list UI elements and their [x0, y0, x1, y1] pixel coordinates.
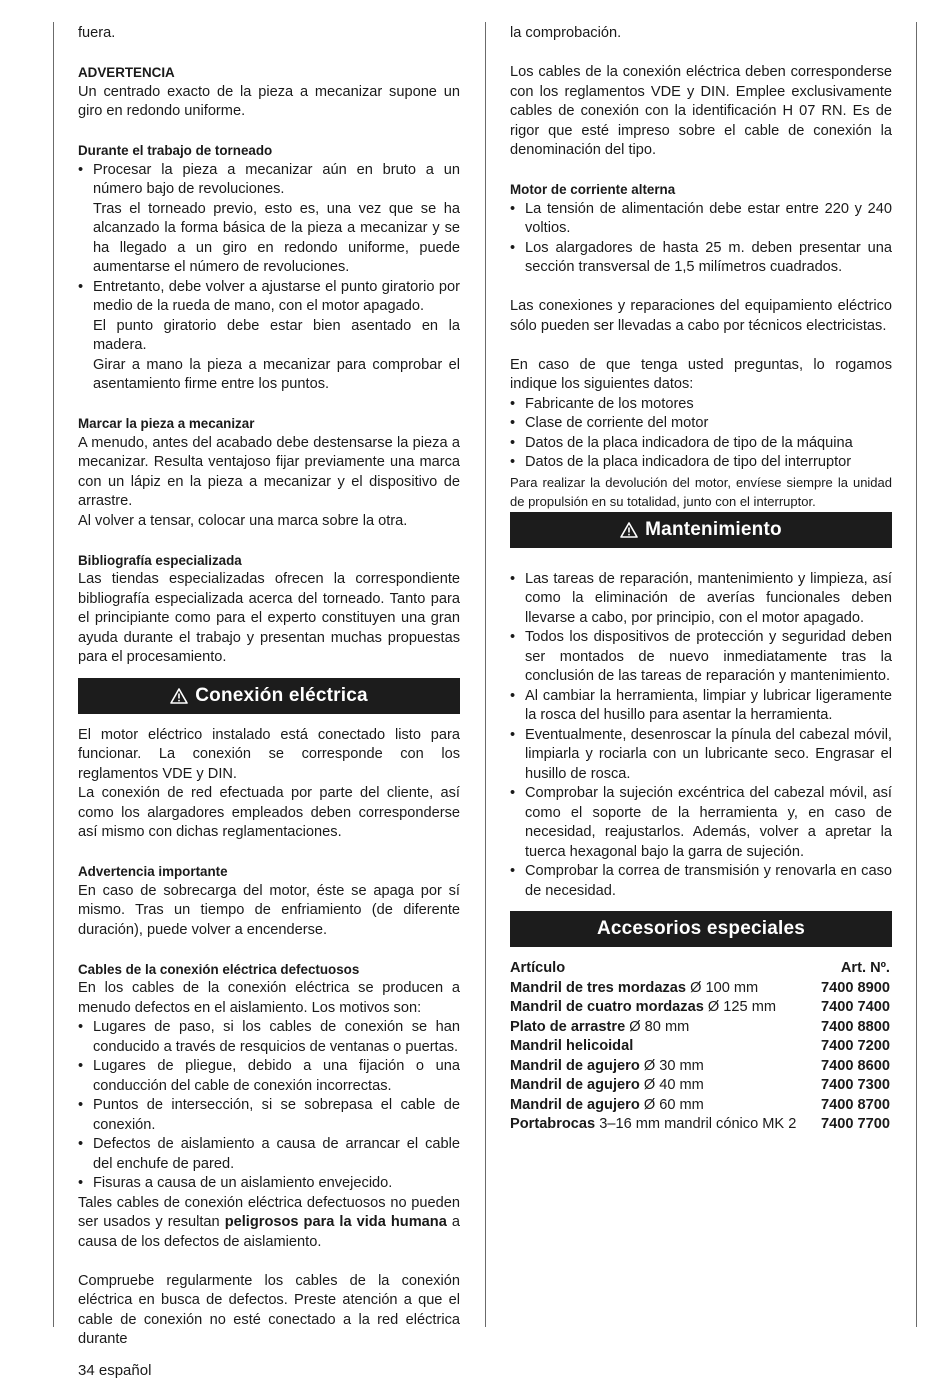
table-header-art-no: Art. Nº. — [840, 960, 890, 976]
item-code: 7400 8700 — [821, 1096, 890, 1113]
left-column — [78, 24, 460, 1350]
warning-icon — [170, 688, 188, 704]
heading-advertencia-importante: Advertencia importante — [78, 864, 228, 879]
item-code: 7400 8600 — [821, 1057, 890, 1074]
list-item-subtext: El punto giratorio debe estar bien asentado en la madera. — [93, 317, 460, 353]
right-margin-rule — [916, 22, 917, 1327]
list-item: • Las tareas de reparación, mantenimiento y limpieza, así como la eliminación de averías funcionales deben llevarse a cabo, por principio, con el motor apagado. — [510, 570, 892, 629]
right-column — [510, 24, 892, 1135]
list-item: • Puntos de intersección, si se sobrepasa el cable de conexión. — [78, 1096, 460, 1135]
table-row — [510, 1018, 892, 1038]
section-heading-text: Accesorios especiales — [596, 918, 806, 940]
list-cables — [78, 1018, 460, 1194]
list-item-text: Entretanto, debe volver a ajustarse el punto giratorio por medio de la rueda de mano, con el motor apagado. — [93, 278, 460, 314]
table-header-row — [510, 959, 892, 979]
left-margin-rule — [53, 22, 54, 1327]
list-torneado — [78, 161, 460, 395]
text-marcar-2: Al volver a tensar, colocar una marca sobre la otra. — [78, 512, 408, 529]
list-mantenimiento — [510, 570, 892, 902]
section-bar-mantenimiento — [510, 512, 892, 570]
list-item: • La tensión de alimentación debe estar entre 220 y 240 voltios. — [510, 200, 892, 239]
text-cables-defectuosos: En los cables de la conexión eléctrica se producen a menudo defectos en el aislamiento. Los motivos son: — [78, 980, 460, 1016]
table-row — [510, 979, 892, 999]
text-reparaciones: Las conexiones y reparaciones del equipamiento eléctrico sólo pueden ser llevadas a cabo por técnicos electricistas. — [510, 298, 892, 334]
item-spec: Ø 30 mm — [643, 1057, 704, 1074]
text-run-bold: peligrosos para la vida humana — [224, 1214, 447, 1230]
list-item: • Los alargadores de hasta 25 m. deben presentar una sección transversal de 1,5 milímetros cuadrados. — [510, 239, 892, 278]
item-spec: Ø 100 mm — [690, 979, 759, 996]
item-code: 7400 7300 — [821, 1077, 890, 1093]
section-heading-conexion — [78, 678, 460, 714]
list-item: • Comprobar la sujeción excéntrica del cabezal móvil, así como el soporte de la herramienta y, en caso de necesidad, reajustarlos. Además, volver a apretar la tuerca hexagonal bajo la garra de sujeción. — [510, 784, 892, 862]
list-item: • Comprobar la correa de transmisión y renovarla en caso de necesidad. — [510, 862, 892, 901]
item-name: Mandril de agujero — [510, 1077, 640, 1093]
section-bar-conexion — [78, 668, 460, 726]
list-item-subtext: Girar a mano la pieza a mecanizar para comprobar el asentamiento firme entre los puntos. — [93, 356, 460, 392]
list-item — [78, 278, 460, 395]
list-item: • Datos de la placa indicadora de tipo de la máquina — [510, 434, 892, 454]
list-item: • Al cambiar la herramienta, limpiar y lubricar ligeramente la rosca del husillo para asentar la herramienta. — [510, 687, 892, 726]
section-heading-accesorios — [510, 911, 892, 947]
section-bar-accesorios — [510, 901, 892, 959]
item-spec: Ø 125 mm — [707, 999, 777, 1015]
text-advertencia-importante: En caso de sobrecarga del motor, éste se apaga por sí mismo. Tras un tiempo de enfriamiento (de diferente duración), puede volver a encenderse. — [78, 882, 460, 938]
list-item: • Eventualmente, desenroscar la pínula del cabezal móvil, limpiarla y rociarla con un lubricante seco. Engrasar el husillo de rosca. — [510, 726, 892, 785]
section-heading-mantenimiento — [510, 512, 892, 548]
heading-torneado: Durante el trabajo de torneado — [78, 143, 273, 158]
item-name: Mandril helicoidal — [510, 1038, 634, 1054]
list-item: • Lugares de pliegue, debido a una fijación o una conducción del cable de conexión incorrectas. — [78, 1057, 460, 1096]
text-conexion-1: El motor eléctrico instalado está conectado listo para funcionar. La conexión se corresponde con los reglamentos VDE y DIN. — [78, 726, 460, 782]
heading-cables-defectuosos: Cables de la conexión eléctrica defectuosos — [78, 961, 360, 977]
text-devolucion: Para realizar la devolución del motor, envíese siempre la unidad de propulsión en su totalidad, junto con el interruptor. — [510, 474, 892, 509]
heading-motor: Motor de corriente alterna — [510, 182, 676, 197]
table-row — [510, 1057, 892, 1077]
text-cables-vde: Los cables de la conexión eléctrica deben corresponderse con los reglamentos VDE y DIN. Emplee exclusivamente cables de conexión con la identificación H 07 RN. Es de rigor que esté impreso sobre el cable de conexión la denominación del tipo. — [510, 64, 892, 158]
list-item: • Lugares de paso, si los cables de conexión se han conducido a través de resquicios de ventanas o puertas. — [78, 1018, 460, 1057]
list-item: • Defectos de aislamiento a causa de arrancar el cable del enchufe de pared. — [78, 1135, 460, 1174]
text-conexion-2: La conexión de red efectuada por parte del cliente, así como los alargadores empleados deben corresponderse así mismo con dichas reglamentaciones. — [78, 785, 460, 840]
page-footer: 34 español — [78, 1362, 152, 1379]
text-run: a causa de los defectos de aislamiento. — [78, 1214, 460, 1250]
table-row — [510, 998, 892, 1018]
text-bibliografia: Las tiendas especializadas ofrecen la correspondiente bibliografía especializada acerca del torneado. Tanto para el principiante como para el experto constituyen una gran ayuda durante el trabajo y presentan muchas propuestas para el procesamiento. — [78, 571, 460, 665]
text-comprobacion: la comprobación. — [510, 25, 622, 41]
list-item-subtext: Tras el torneado previo, esto es, una vez que se ha alcanzado la forma básica de la pieza a mecanizar y se ha llegado a un giro en redondo uniforme, puede aumentarse el número de revoluciones. — [93, 200, 460, 275]
table-row — [510, 1096, 892, 1116]
text-preguntas: En caso de que tenga usted preguntas, lo rogamos indique los siguientes datos: — [510, 356, 892, 392]
item-code: 7400 8900 — [821, 979, 890, 996]
section-heading-text: Mantenimiento — [645, 518, 782, 540]
item-name: Mandril de tres mordazas — [510, 979, 686, 996]
list-item: • Datos de la placa indicadora de tipo del interruptor — [510, 453, 892, 473]
warning-icon — [620, 522, 638, 538]
table-header-articulo: Artículo — [510, 960, 566, 976]
list-item — [78, 161, 460, 278]
heading-advertencia: ADVERTENCIA — [78, 65, 175, 80]
center-column-rule — [485, 22, 486, 1327]
table-row — [510, 1076, 892, 1096]
table-row — [510, 1037, 892, 1057]
list-item: • Clase de corriente del motor — [510, 414, 892, 434]
text-advertencia: Un centrado exacto de la pieza a mecanizar supone un giro en redondo uniforme. — [78, 83, 460, 119]
item-spec: Ø 60 mm — [643, 1096, 704, 1113]
item-spec: Ø 80 mm — [629, 1018, 690, 1035]
item-spec: 3–16 mm mandril cónico MK 2 — [599, 1116, 797, 1132]
accessories-table — [510, 959, 892, 1135]
list-preguntas — [510, 395, 892, 473]
item-name: Mandril de cuatro mordazas — [510, 999, 704, 1015]
item-code: 7400 7400 — [821, 999, 890, 1015]
item-name: Plato de arrastre — [510, 1018, 626, 1035]
list-item-text: Procesar la pieza a mecanizar aún en bruto a un número bajo de revoluciones. — [93, 161, 460, 197]
text-compruebe: Compruebe regularmente los cables de la conexión eléctrica en busca de defectos. Preste atención a que el cable de conexión no esté conectado a la red eléctrica durante — [78, 1272, 460, 1347]
list-item: • Fabricante de los motores — [510, 395, 892, 415]
item-name: Mandril de agujero — [510, 1096, 640, 1113]
text-fuera: fuera. — [78, 25, 116, 41]
heading-marcar: Marcar la pieza a mecanizar — [78, 416, 255, 431]
text-marcar: A menudo, antes del acabado debe destensarse la pieza a mecanizar. Resulta ventajoso fijar previamente una marca con un lápiz en la pieza a mecanizar y el dispositivo de arrastre. — [78, 434, 460, 509]
heading-bibliografia: Bibliografía especializada — [78, 552, 242, 568]
item-spec: Ø 40 mm — [643, 1077, 704, 1093]
item-code: 7400 8800 — [821, 1018, 890, 1035]
item-code: 7400 7700 — [821, 1116, 890, 1132]
list-item: • Todos los dispositivos de protección y seguridad deben ser montados de nuevo inmediatamente tras la conclusión de las tareas de reparación y mantenimiento. — [510, 628, 892, 687]
section-heading-text: Conexión eléctrica — [195, 684, 368, 706]
item-name: Mandril de agujero — [510, 1057, 640, 1074]
table-row — [510, 1115, 892, 1135]
item-code: 7400 7200 — [821, 1038, 890, 1054]
item-name: Portabrocas — [510, 1116, 596, 1132]
list-motor — [510, 200, 892, 278]
text-run: Tales cables de conexión eléctrica defectuosos no pueden ser usados y resultan — [78, 1194, 460, 1230]
text-cables-peligrosos — [78, 1194, 460, 1253]
list-item: • Fisuras a causa de un aislamiento envejecido. — [78, 1174, 460, 1194]
